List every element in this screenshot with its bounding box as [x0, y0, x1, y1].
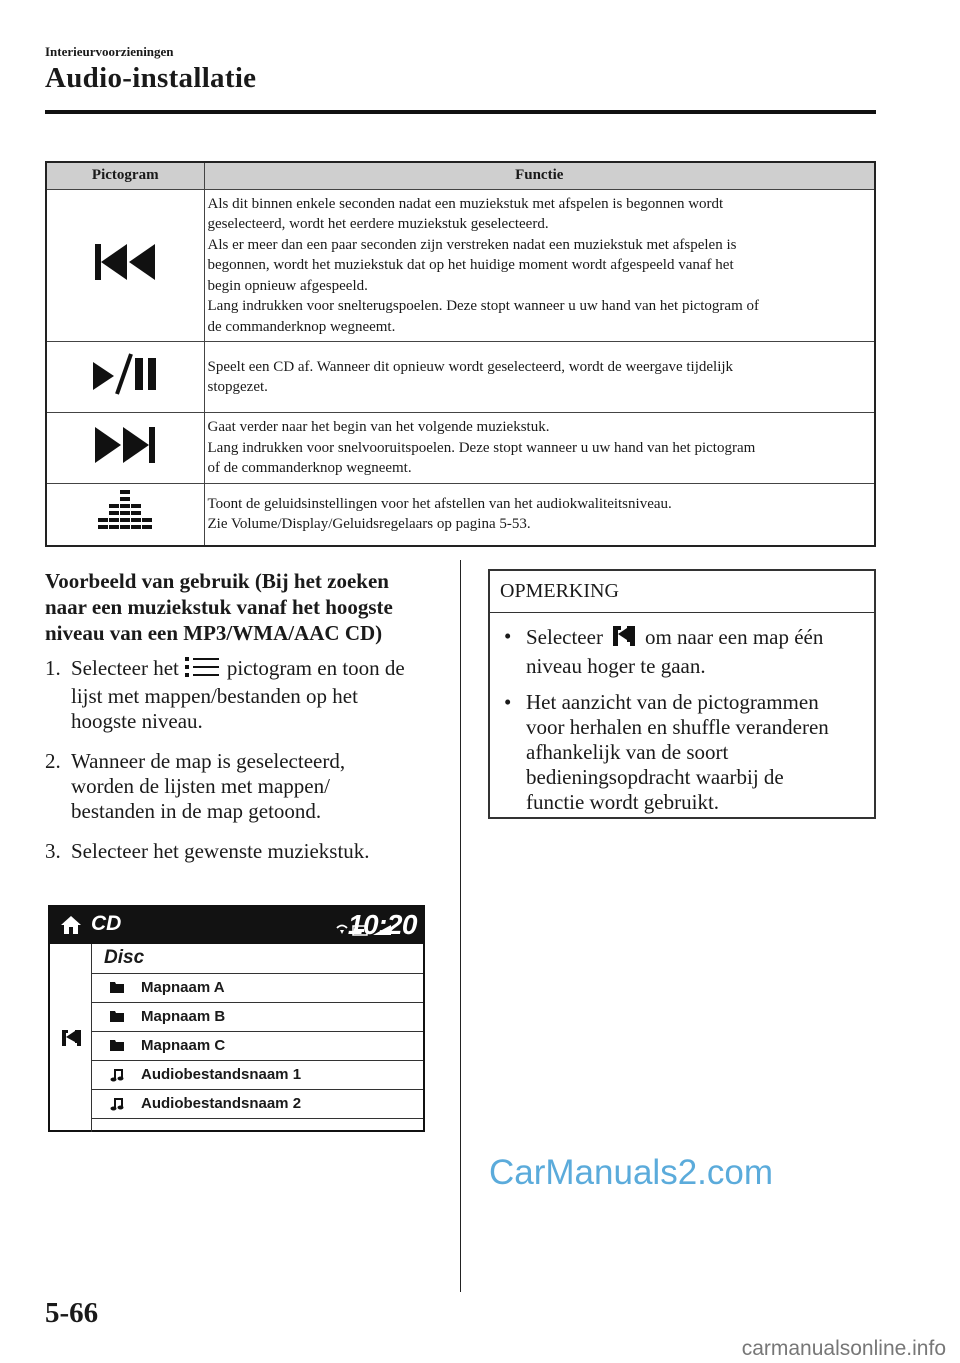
step-list: [45, 656, 445, 879]
table-row: [46, 189, 875, 342]
description-line: Lang indrukken voor snelterugspoelen. Deze stopt wanneer u uw hand van het pictogram of: [207, 298, 759, 314]
play-pause-icon: [90, 352, 160, 396]
folder-icon: [110, 1039, 124, 1051]
screen-sidebar: [50, 944, 92, 1132]
bullet: •: [504, 624, 512, 648]
list-item-label: Mapnaam C: [141, 1037, 226, 1054]
step-item: [45, 656, 445, 734]
next-track-icon: [93, 426, 157, 464]
folder-up-icon[interactable]: [60, 1028, 84, 1048]
description-line: Speelt een CD af. Wanneer dit opnieuw wordt geselecteerd, wordt de weergave tijdelijk: [207, 358, 734, 375]
list-icon: [183, 656, 223, 678]
note-item: [502, 624, 864, 679]
note-text: functie wordt gebruikt.: [526, 790, 720, 814]
description-line: of de commanderknop wegneemt.: [207, 460, 412, 476]
step-text: hoogste niveau.: [71, 709, 203, 734]
column-divider: [460, 560, 461, 1292]
footer-watermark: carmanualsonline.info: [741, 1337, 946, 1360]
description-line: Zie Volume/Display/Geluidsregelaars op pagina 5-53.: [207, 516, 531, 533]
description-line: geselecteerd, wordt het eerdere muziekstuk geselecteerd.: [207, 216, 549, 232]
description-line: Lang indrukken voor snelvooruitspoelen. Deze stopt wanneer u uw hand van het pictogram: [207, 439, 756, 456]
watermark: CarManuals2.com: [489, 1153, 773, 1192]
list-item[interactable]: [92, 1090, 423, 1119]
note-text: afhankelijk van de soort: [526, 740, 729, 764]
section-label: Interieurvoorzieningen: [45, 44, 174, 59]
page-number: 5-66: [45, 1297, 99, 1329]
step-text: Selecteer het: [71, 656, 179, 680]
screen-clock: 10:20: [347, 909, 417, 940]
description-line: Als dit binnen enkele seconden nadat een muziekstuk met afspelen is begonnen wordt: [207, 195, 724, 212]
screen-source-label: CD: [91, 912, 122, 935]
note-text: voor herhalen en shuffle veranderen: [526, 715, 829, 739]
table-row: [46, 342, 875, 413]
heading-line: naar een muziekstuk vanaf het hoogste: [45, 595, 393, 619]
column-header-function: Functie: [204, 162, 875, 189]
description-line: begonnen, wordt het muziekstuk dat op het huidige moment wordt afgespeeld vanaf het: [207, 257, 734, 273]
home-icon[interactable]: [60, 915, 82, 935]
description-line: stopgezet.: [207, 379, 268, 395]
heading-line: niveau van een MP3/WMA/AAC CD): [45, 621, 383, 645]
step-item: [45, 839, 445, 864]
step-text: lijst met mappen/bestanden op het: [71, 684, 358, 709]
list-item[interactable]: [92, 1003, 423, 1032]
description-line: Als er meer dan een paar seconden zijn verstreken nadat een muziekstuk met afspelen is: [207, 236, 737, 253]
description-line: begin opnieuw afgespeeld.: [207, 277, 368, 294]
step-number: 2.: [45, 749, 61, 774]
description-line: de commanderknop wegneemt.: [207, 318, 396, 335]
column-header-pictogram: Pictogram: [46, 162, 204, 189]
list-item-label: Audiobestandsnaam 2: [141, 1095, 302, 1112]
table-row: [46, 413, 875, 484]
step-text: worden de lijsten met mappen/: [71, 774, 330, 799]
list-item-label: Mapnaam A: [141, 979, 225, 996]
page-title: Audio-installatie: [45, 62, 257, 94]
note-text: Selecteer: [526, 624, 603, 649]
previous-track-icon: [93, 243, 157, 281]
folder-up-icon: [607, 624, 641, 648]
folder-icon: [110, 1010, 124, 1022]
screen-status-bar: [50, 907, 423, 944]
music-note-icon: [110, 1097, 124, 1111]
list-item[interactable]: [92, 1061, 423, 1090]
example-heading: [45, 568, 455, 646]
list-header-label: Disc: [104, 947, 145, 968]
step-item: [45, 749, 445, 824]
list-item-label: Mapnaam B: [141, 1008, 226, 1025]
description-line: Toont de geluidsinstellingen voor het afstellen van het audiokwaliteitsniveau.: [207, 495, 672, 512]
list-item[interactable]: [92, 1032, 423, 1061]
function-table: [45, 161, 876, 547]
screen-file-list: [92, 944, 423, 1119]
folder-icon: [110, 981, 124, 993]
note-text: om naar een map één: [644, 624, 824, 649]
step-number: 1.: [45, 656, 61, 680]
note-item: [502, 690, 864, 815]
step-number: 3.: [45, 839, 61, 864]
step-text: Wanneer de map is geselecteerd,: [71, 749, 346, 774]
music-note-icon: [110, 1068, 124, 1082]
heading-line: Voorbeeld van gebruik (Bij het zoeken: [45, 569, 389, 593]
list-item-label: Audiobestandsnaam 1: [141, 1066, 302, 1083]
table-row: [46, 483, 875, 546]
list-item[interactable]: [92, 974, 423, 1003]
bullet: •: [504, 690, 512, 714]
note-list: [490, 613, 874, 815]
description-line: Gaat verder naar het begin van het volgende muziekstuk.: [207, 419, 550, 435]
step-text: Selecteer het gewenste muziekstuk.: [71, 839, 370, 864]
note-text: niveau hoger te gaan.: [526, 654, 706, 678]
title-rule: [45, 110, 876, 114]
note-text: bedieningsopdracht waarbij de: [526, 765, 784, 789]
list-header-row: [92, 944, 423, 974]
sound-settings-icon: [98, 489, 152, 533]
cd-screen-illustration: [48, 905, 425, 1132]
step-text: bestanden in de map getoond.: [71, 799, 322, 824]
step-text: pictogram en toon de: [226, 656, 405, 680]
note-text: Het aanzicht van de pictogrammen: [526, 690, 819, 714]
note-box: [488, 569, 876, 819]
note-title: OPMERKING: [490, 571, 874, 613]
